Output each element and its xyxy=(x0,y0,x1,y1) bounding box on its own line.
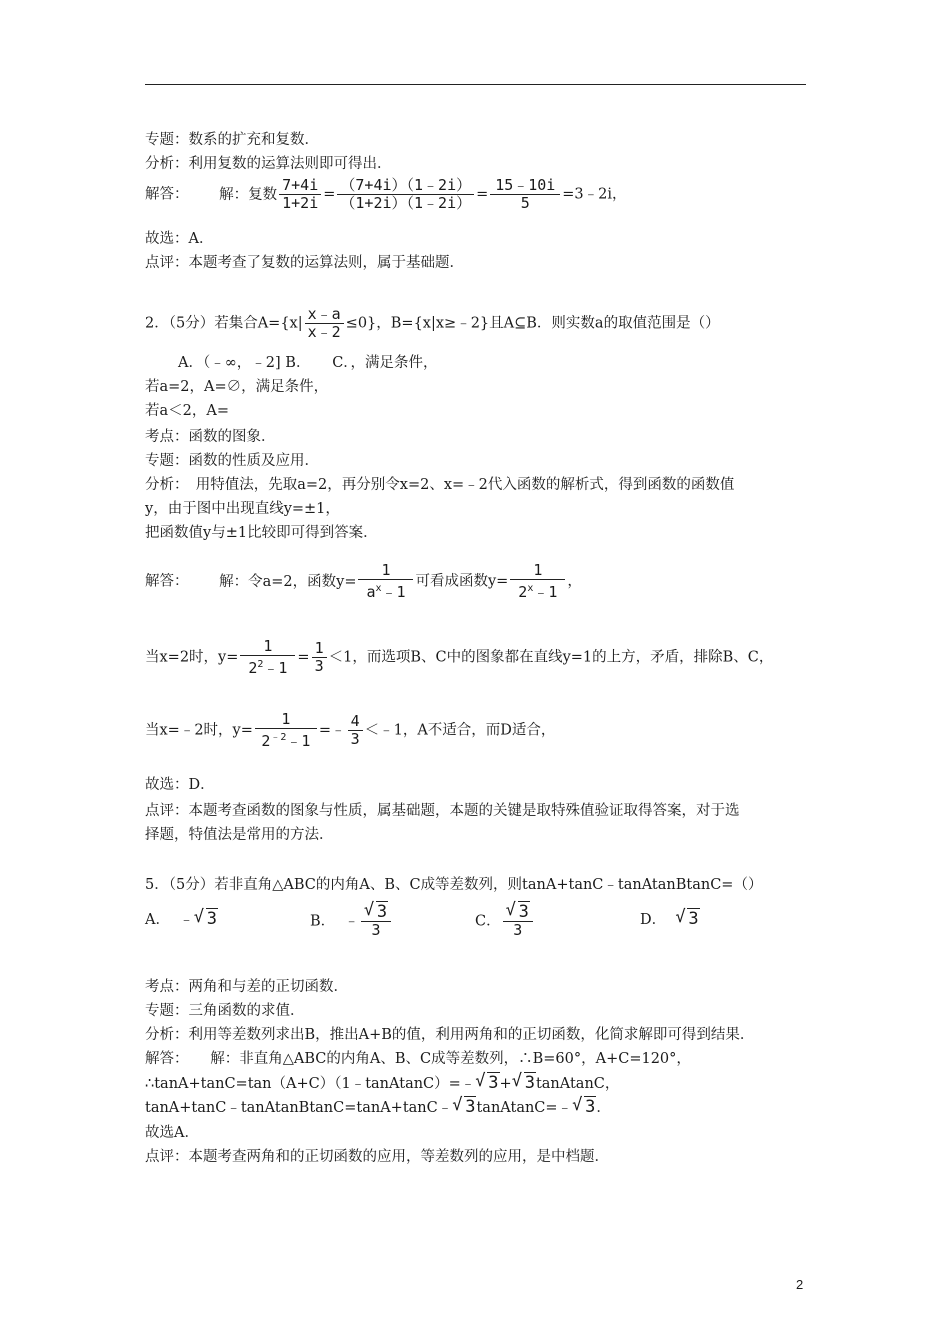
q1-frac-1: $\frac{7+4i}{1+2i}$ xyxy=(279,177,321,212)
q2-l1-eq: = xyxy=(297,649,310,666)
q2-l2-pre: 当x=﹣2时，y= xyxy=(145,722,253,739)
q2-xneg2-line xyxy=(145,711,555,750)
q5-solution-2: ∴tanA+tanC=tan（A+C）（1﹣tanAtanC）=﹣ √ 3+ √ 3tanAtanC， xyxy=(145,1071,620,1093)
q1-analysis: 分析：利用复数的运算法则即可得出． xyxy=(145,156,392,172)
q2-sol-lead: 解：令a=2，函数y= xyxy=(219,573,357,590)
q2-l2-eq: =﹣ xyxy=(318,722,346,739)
q2-frac-k1: $\frac{1}{2^{﹣2}﹣1}$ xyxy=(255,711,317,750)
q5-solution-3: tanA+tanC﹣tanAtanBtanC=tanA+tanC﹣ √ 3tanAtanC=﹣ √ 3． xyxy=(145,1095,611,1117)
q1-comment: 点评：本题考查了复数的运算法则，属于基础题． xyxy=(145,255,464,271)
q2-sol-mid: 可看成函数y= xyxy=(415,573,509,590)
q2-l2-post: ＜﹣1，A不适合，而D适合， xyxy=(364,722,556,739)
q5-choice: 故选A． xyxy=(145,1125,199,1141)
q2-sol-label: 解答： xyxy=(145,573,189,590)
q5-kaodian: 考点：两角和与差的正切函数． xyxy=(145,979,348,995)
q5-comment: 点评：本题考查两角和的正切函数的应用，等差数列的应用，是中档题． xyxy=(145,1149,609,1165)
q2-frac-h1: $\frac{1}{2^2﹣1}$ xyxy=(240,638,295,677)
q2-stem xyxy=(145,306,720,341)
header-rule xyxy=(145,84,806,85)
q2-sol-end: ， xyxy=(567,573,582,590)
q2-choice: 故选：D． xyxy=(145,777,215,793)
q1-topic: 专题：数系的扩充和复数． xyxy=(145,132,319,148)
q2-comment-1: 点评：本题考查函数的图象与性质，属基础题，本题的关键是取特殊值验证取得答案，对于选 xyxy=(145,803,740,819)
q2-stem-post: ，B={x|x≥﹣2}且A⊆B．则实数a的取值范围是（） xyxy=(376,315,720,332)
q5-option-b: B． ﹣ √ 3 3 xyxy=(310,904,450,939)
q5-solution-1: 解答： 解：非直角△ABC的内角A、B、C成等差数列，∴B=60°，A+C=120°， xyxy=(145,1051,691,1067)
q1-frac-2: $\frac{(7+4i)(1﹣2i)}{(1+2i)(1﹣2i)}$ xyxy=(337,177,474,212)
q2-options: A．（﹣∞，﹣2] B． C．，满足条件， xyxy=(178,355,438,371)
q5-stem: 5．（5分）若非直角△ABC的内角A、B、C成等差数列，则tanA+tanC﹣tanAtanBtanC=（） xyxy=(145,877,763,893)
q2-case1: 若a=2，A=∅，满足条件， xyxy=(145,379,329,395)
q2-analysis-3: 把函数值y与±1比较即可得到答案． xyxy=(145,525,378,541)
q1-sol-lead: 解：复数 xyxy=(219,186,278,203)
q2-x2-line xyxy=(145,638,773,677)
page-number: 2 xyxy=(796,1277,804,1292)
q2-kaodian: 考点：函数的图象． xyxy=(145,429,276,445)
q5-analysis: 分析：利用等差数列求出B，推出A+B的值，利用两角和的正切函数，化简求解即可得到结果． xyxy=(145,1027,755,1043)
q1-solution: 解答： 解：复数 $\frac{7+4i}{1+2i}$ = $\frac{(7+4i)(1﹣2i)}{(1+2i)(1﹣2i)}$ = $\frac{15﹣10i}{5}$ =3﹣2i， xyxy=(145,176,627,212)
q5-topic: 专题：三角函数的求值． xyxy=(145,1003,305,1019)
q1-sol-label: 解答： xyxy=(145,186,189,203)
q2-l1-pre: 当x=2时，y= xyxy=(145,649,239,666)
q2-frac-g1: $\frac{1}{a^x﹣1}$ xyxy=(358,562,413,601)
q2-frac-g2: $\frac{1}{2^x﹣1}$ xyxy=(510,562,565,601)
q2-analysis-1: 分析： 用特值法，先取a=2，再分别令x=2、x=﹣2代入函数的解析式，得到函数的函数值 xyxy=(145,477,735,493)
q2-comment-2: 择题，特值法是常用的方法． xyxy=(145,827,334,843)
q1-result: =3﹣2i， xyxy=(562,186,627,203)
q2-set-rel: ≤0} xyxy=(345,315,377,332)
q2-frac-k2: $\frac{4}{3}$ xyxy=(348,713,363,748)
q5-option-c: C． √ 3 3 xyxy=(475,904,615,939)
q2-l1-post: ＜1，而选项B、C中的图象都在直线y=1的上方，矛盾，排除B、C， xyxy=(328,649,774,666)
q2-case2: 若a＜2，A= xyxy=(145,403,229,419)
q2-set-frac: $\frac{x﹣a}{x﹣2}$ xyxy=(305,306,344,341)
q2-analysis-2: y，由于图中出现直线y=±1， xyxy=(145,501,340,517)
q1-choice: 故选：A． xyxy=(145,231,214,247)
q2-solution xyxy=(145,562,582,601)
q5-option-d: D． √ 3 xyxy=(640,907,699,929)
q1-frac-3: $\frac{15﹣10i}{5}$ xyxy=(490,177,560,212)
q2-frac-h2: $\frac{1}{3}$ xyxy=(312,640,327,675)
q2-stem-pre: 2．（5分）若集合A={x| xyxy=(145,315,303,332)
q5-option-a: A． ﹣ √ 3 xyxy=(145,907,217,929)
q2-topic: 专题：函数的性质及应用． xyxy=(145,453,319,469)
